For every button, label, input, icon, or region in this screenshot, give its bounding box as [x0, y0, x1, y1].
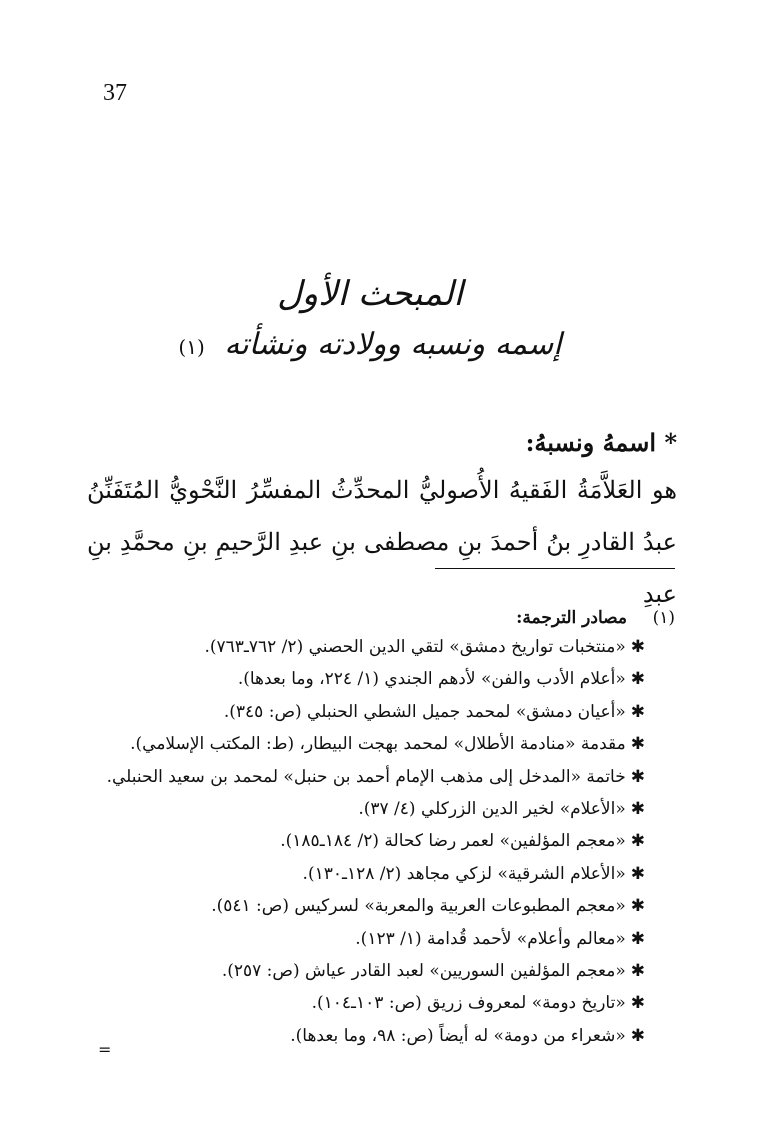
source-item — [75, 825, 645, 857]
source-text: «تاريخ دومة» لمعروف زريق (ص: ١٠٣ـ١٠٤). — [311, 993, 626, 1014]
source-text: «معجم المطبوعات العربية والمعربة» لسركيس (ص: ٥٤١). — [211, 896, 626, 917]
source-text: مقدمة «منادمة الأطلال» لمحمد بهجت البيطار، (ط: المكتب الإسلامي). — [130, 734, 626, 755]
source-item — [75, 1020, 645, 1052]
paragraph-line: هو العَلاَّمَةُ الفَقيهُ الأُصوليُّ المحدِّثُ المفسِّرُ النَّحْويُّ المُتَفَنِّنُ — [87, 476, 677, 504]
bullet-star-icon: ✱ — [630, 928, 645, 949]
footnote-reference[interactable]: (١) — [178, 335, 205, 359]
source-text: خاتمة «المدخل إلى مذهب الإمام أحمد بن حنبل» لمحمد بن سعيد الحنبلي. — [106, 766, 626, 787]
source-item — [75, 923, 645, 955]
source-text: «معجم المؤلفين السوريين» لعبد القادر عياش (ص: ٢٥٧). — [221, 961, 626, 982]
chapter-title: المبحث الأول — [277, 274, 463, 314]
source-item — [75, 793, 645, 825]
paragraph — [87, 464, 677, 620]
source-item — [75, 631, 645, 663]
source-text: «معجم المؤلفين» لعمر رضا كحالة (٢/ ١٨٤ـ١٨٥). — [280, 831, 626, 852]
source-item — [75, 696, 645, 728]
source-text: «الأعلام» لخير الدين الزركلي (٤/ ٣٧). — [358, 799, 626, 820]
source-text: «منتخبات تواريخ دمشق» لتقي الدين الحصني (٢/ ٧٦٢ـ٧٦٣). — [204, 637, 626, 657]
bullet-star-icon: ✱ — [630, 1025, 645, 1046]
source-item — [75, 858, 645, 890]
chapter-subtitle-text: إسمه ونسبه وولادته ونشأته — [224, 327, 562, 362]
footnote-number: (١) — [652, 608, 675, 628]
source-item — [75, 761, 645, 793]
footnote-separator — [435, 568, 675, 569]
chapter-subtitle — [150, 320, 590, 372]
bullet-star-icon: ✱ — [630, 669, 645, 690]
source-item — [75, 728, 645, 760]
footnotes — [75, 605, 675, 1052]
source-text: «شعراء من دومة» له أيضاً (ص: ٩٨، وما بعدها). — [290, 1025, 626, 1046]
paragraph-line: عبدُ القادرِ بنُ أحمدَ بنِ مصطفى بنِ عبدِ الرَّحيمِ بنِ محمَّدِ بنِ عبدِ — [87, 528, 677, 608]
continuation-mark: = — [98, 1040, 112, 1059]
chapter-heading — [150, 268, 590, 372]
source-item — [75, 890, 645, 922]
bullet-star-icon: ✱ — [630, 896, 645, 917]
source-item — [75, 955, 645, 987]
source-item — [75, 663, 645, 695]
main-text — [87, 422, 677, 620]
source-list — [75, 631, 675, 1052]
source-text: «أعيان دمشق» لمحمد جميل الشطي الحنبلي (ص: ٣٤٥). — [223, 701, 626, 722]
bullet-star-icon: ✱ — [630, 701, 645, 722]
bullet-star-icon: ✱ — [630, 766, 645, 787]
page-number: 37 — [103, 80, 127, 106]
bullet-star-icon: ✱ — [630, 863, 645, 884]
section-heading: * اسمهُ ونسبهُ: — [525, 428, 677, 457]
bullet-star-icon: ✱ — [630, 961, 645, 982]
source-text: «معالم وأعلام» لأحمد قُدامة (١/ ١٢٣). — [355, 928, 626, 949]
bullet-star-icon: ✱ — [630, 799, 645, 820]
bullet-star-icon: ✱ — [630, 831, 645, 852]
source-text: «أعلام الأدب والفن» لأدهم الجندي (١/ ٢٢٤، وما بعدها). — [237, 669, 626, 690]
footnote-heading — [75, 605, 675, 631]
source-text: «الأعلام الشرقية» لزكي مجاهد (٢/ ١٢٨ـ١٣٠). — [302, 863, 626, 884]
bullet-star-icon: ✱ — [630, 993, 645, 1014]
source-item — [75, 987, 645, 1019]
footnote-heading-text: مصادر الترجمة: — [516, 608, 627, 628]
bullet-star-icon: ✱ — [630, 734, 645, 755]
bullet-star-icon: ✱ — [630, 637, 645, 657]
